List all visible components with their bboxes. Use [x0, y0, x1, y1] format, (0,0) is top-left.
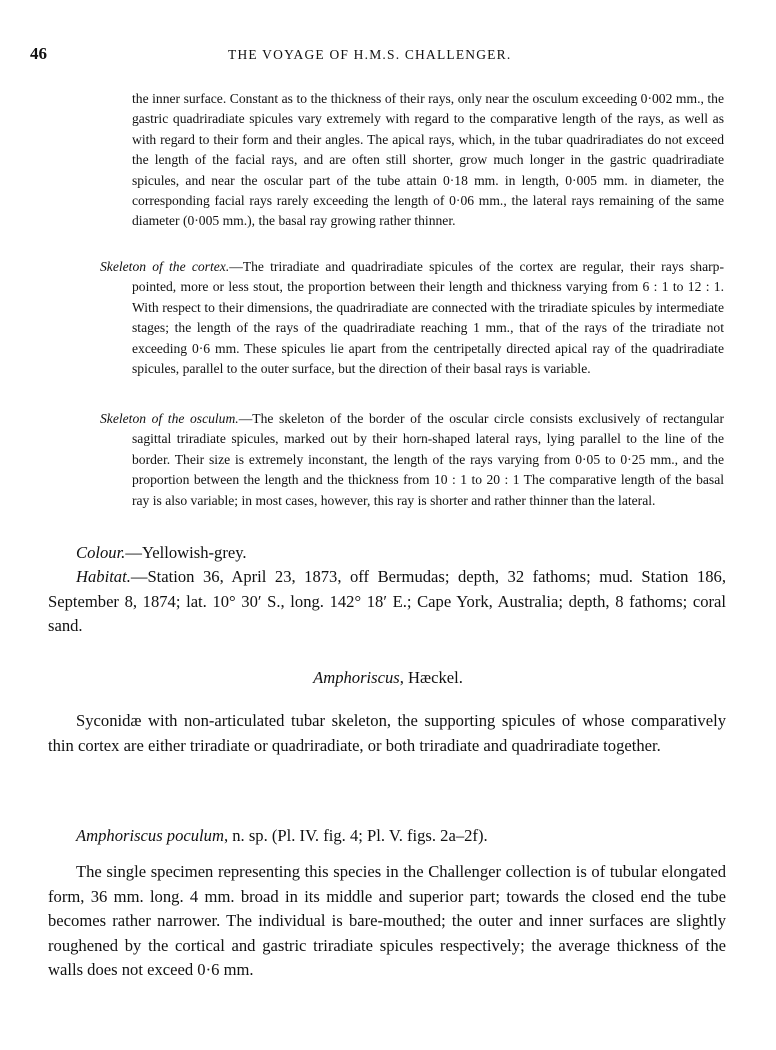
colour-label: Colour.: [76, 543, 126, 562]
running-head: THE VOYAGE OF H.M.S. CHALLENGER.: [228, 47, 512, 62]
species-heading: [76, 826, 726, 846]
cortex-label: Skeleton of the cortex.: [100, 259, 230, 274]
gastric-skeleton-paragraph: the inner surface. Constant as to the thickness of their rays, only near the osculum exceeding 0·002 mm., the gastric quadriradiate spicules vary extremely with regard to the comparative length of the rays, as well as with regard to their form and their angles. The apical rays, which, in the tubar quadriradiates do not exceed the length of the facial rays, and are often still shorter, grow much longer in the gastric quadriradiate spicules, and near the oscular part of the tube attain 0·18 mm. in length, 0·005 mm. in diameter, the corresponding facial rays rarely exceeding the length of 0·06 mm., the lateral rays remaining of the same diameter (0·005 mm.), the basal ray growing rather thinner.: [132, 91, 724, 229]
osculum-label: Skeleton of the osculum.: [100, 411, 239, 426]
genus-heading: [0, 668, 776, 688]
osculum-skeleton-paragraph: [100, 409, 724, 511]
osculum-text: —The skeleton of the border of the oscular circle consists exclusively of rectangular sagittal triradiate spicules, marked out by their horn-shaped lateral rays, lying parallel to the line of the border. Their size is extremely inconstant, the length of the rays varying from 0·05 to 0·25 mm., and the proportion between the length and the thickness from 10 : 1 to 20 : 1 The comparative length of the basal ray is also variable; in most cases, however, this ray is shorter and rather thinner than the lateral.: [132, 411, 724, 508]
genus-author: , Hæckel.: [399, 668, 463, 687]
habitat-paragraph: [48, 565, 726, 639]
colour-paragraph: [76, 541, 726, 566]
colour-text: —Yellowish-grey.: [125, 543, 247, 562]
habitat-label: Habitat.: [76, 567, 131, 586]
cortex-skeleton-paragraph: [100, 257, 724, 379]
page-number: 46: [30, 44, 47, 63]
page-header: [30, 44, 730, 66]
species-reference: , n. sp. (Pl. IV. fig. 4; Pl. V. figs. 2a–2f).: [223, 826, 488, 845]
genus-name: Amphoriscus: [313, 668, 400, 687]
species-name: Amphoriscus poculum: [76, 826, 224, 845]
cortex-text: —The triradiate and quadriradiate spicules of the cortex are regular, their rays sharp-pointed, more or less stout, the proportion between their length and thickness varying from 6 : 1 to 12 : 1. With respect to their dimensions, the quadriradiate are connected with the triradiate spicules by intermediate stages; the length of the rays of the quadriradiate reaching 1 mm., that of the rays of the triradiate not exceeding 0·6 mm. These spicules lie apart from the centripetally directed apical ray of the quadriradiate spicules, parallel to the outer surface, but the direction of their basal rays is variable.: [132, 259, 724, 377]
habitat-text: —Station 36, April 23, 1873, off Bermudas; depth, 32 fathoms; mud. Station 186, September 8, 1874; lat. 10° 30′ S., long. 142° 18′ E.; Cape York, Australia; depth, 8 fathoms; coral sand.: [48, 567, 726, 635]
species-description: The single specimen representing this species in the Challenger collection is of tubular elongated form, 36 mm. long. 4 mm. broad in its middle and superior part; towards the closed end the tube becomes rather narrower. The individual is bare-mouthed; the outer and inner surfaces are slightly roughened by the cortical and gastric triradiate spicules respectively; the average thickness of the walls does not exceed 0·6 mm.: [48, 862, 726, 979]
genus-definition: Syconidæ with non-articulated tubar skeleton, the supporting spicules of whose comparatively thin cortex are either triradiate or quadriradiate, or both triradiate and quadriradiate together.: [48, 711, 726, 755]
